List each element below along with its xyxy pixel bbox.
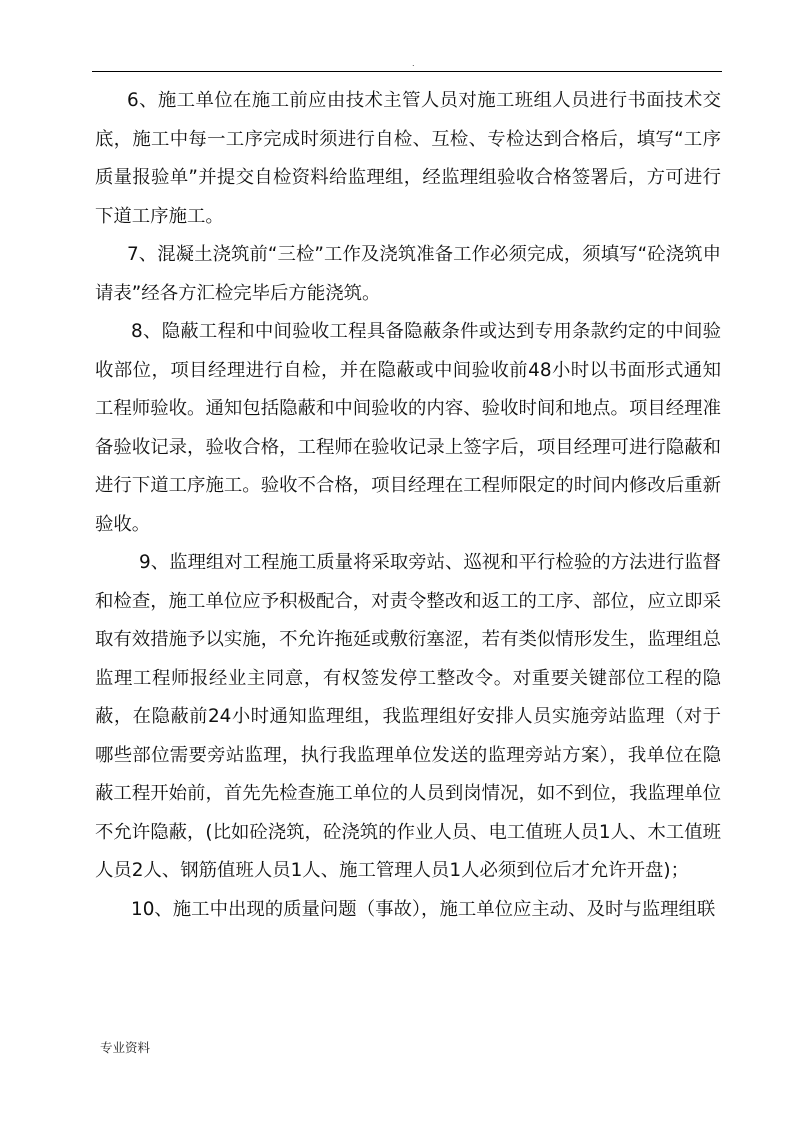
paragraph-8: 8、隐蔽工程和中间验收工程具备隐蔽条件或达到专用条款约定的中间验收部位，项目经理进行自检，并在隐蔽或中间验收前48小时以书面形式通知工程师验收。通知包括隐蔽和中间验收的内容、验收时间和地点。项目经理准备验收记录，验收合格，工程师在验收记录上签字后，项目经理可进行隐蔽和进行下道工序施工。验收不合格，项目经理在工程师限定的时间内修改后重新验收。	[95, 321, 721, 535]
paragraph-10: 10、施工中出现的质量问题（事故），施工单位应主动、及时与监理组联	[131, 898, 716, 920]
footer-label: 专业资料	[100, 1040, 151, 1055]
document-body	[95, 82, 721, 929]
paragraph-7: 7、混凝土浇筑前“三检”工作及浇筑准备工作必须完成，须填写“砼浇筑申请表”经各方汇检完毕后方能浇筑。	[95, 244, 721, 304]
paragraph-6: 6、施工单位在施工前应由技术主管人员对施工班组人员进行书面技术交底，施工中每一工序完成时须进行自检、互检、专检达到合格后，填写“工序质量报验单”并提交自检资料给监理组，经监理组验收合格签署后，方可进行下道工序施工。	[95, 90, 721, 227]
paragraph-9: 9、监理组对工程施工质量将采取旁站、巡视和平行检验的方法进行监督和检查，施工单位应予积极配合，对责令整改和返工的工序、部位，应立即采取有效措施予以实施，不允许拖延或敷衍塞涩，若有类似情形发生，监理组总监理工程师报经业主同意，有权签发停工整改令。对重要关键部位工程的隐蔽，在隐蔽前24小时通知监理组，我监理组好安排人员实施旁站监理（对于哪些部位需要旁站监理，执行我监理单位发送的监理旁站方案），我单位在隐蔽工程开始前，首先先检查施工单位的人员到岗情况，如不到位，我监理单位不允许隐蔽，(比如砼浇筑，砼浇筑的作业人员、电工值班人员1人、木工值班人员2人、钢筋值班人员1人、施工管理人员1人必须到位后才允许开盘)；	[95, 552, 721, 881]
header-mark: .	[412, 59, 415, 68]
header-divider	[92, 71, 722, 72]
